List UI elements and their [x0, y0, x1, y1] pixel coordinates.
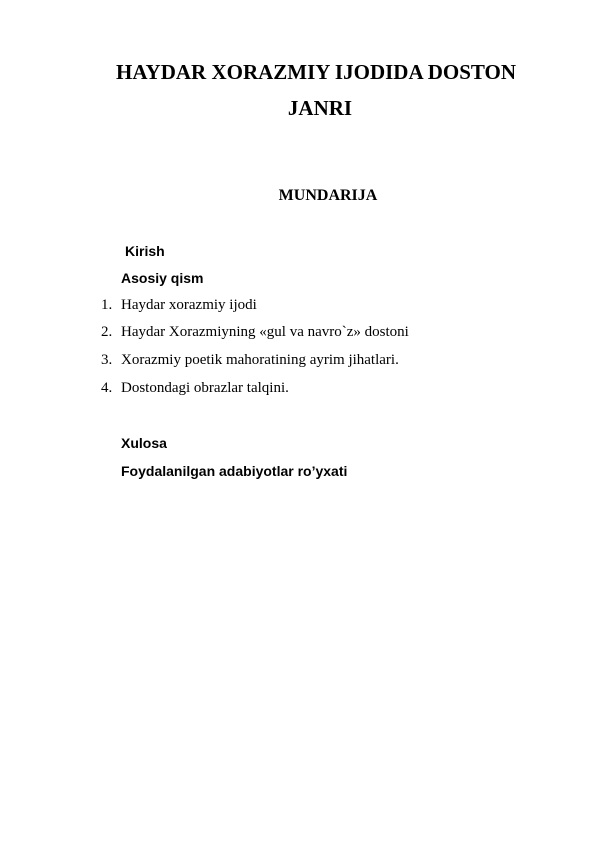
toc-item-text: Haydar Xorazmiyning «gul va navro`z» dostoni [121, 324, 409, 340]
contents-heading: MUNDARIJA [278, 187, 378, 204]
toc-main-part: Asosiy qism [121, 270, 204, 286]
toc-intro: Kirish [125, 243, 165, 259]
toc-conclusion: Xulosa [121, 435, 167, 451]
toc-item-text: Dostondagi obrazlar talqini. [121, 380, 289, 396]
document-title-line1: HAYDAR XORAZMIY IJODIDA DOSTON [115, 60, 517, 84]
toc-references: Foydalanilgan adabiyotlar ro’yxati [121, 463, 348, 479]
toc-item-number: 4. [101, 380, 113, 396]
toc-item-number: 3. [101, 352, 113, 368]
toc-item-number: 1. [101, 297, 113, 313]
document-title-line2: JANRI [287, 96, 353, 120]
toc-item-number: 2. [101, 324, 113, 340]
toc-item-text: Xorazmiy poetik mahoratining ayrim jihatlari. [121, 352, 399, 368]
toc-item-text: Haydar xorazmiy ijodi [121, 297, 257, 313]
